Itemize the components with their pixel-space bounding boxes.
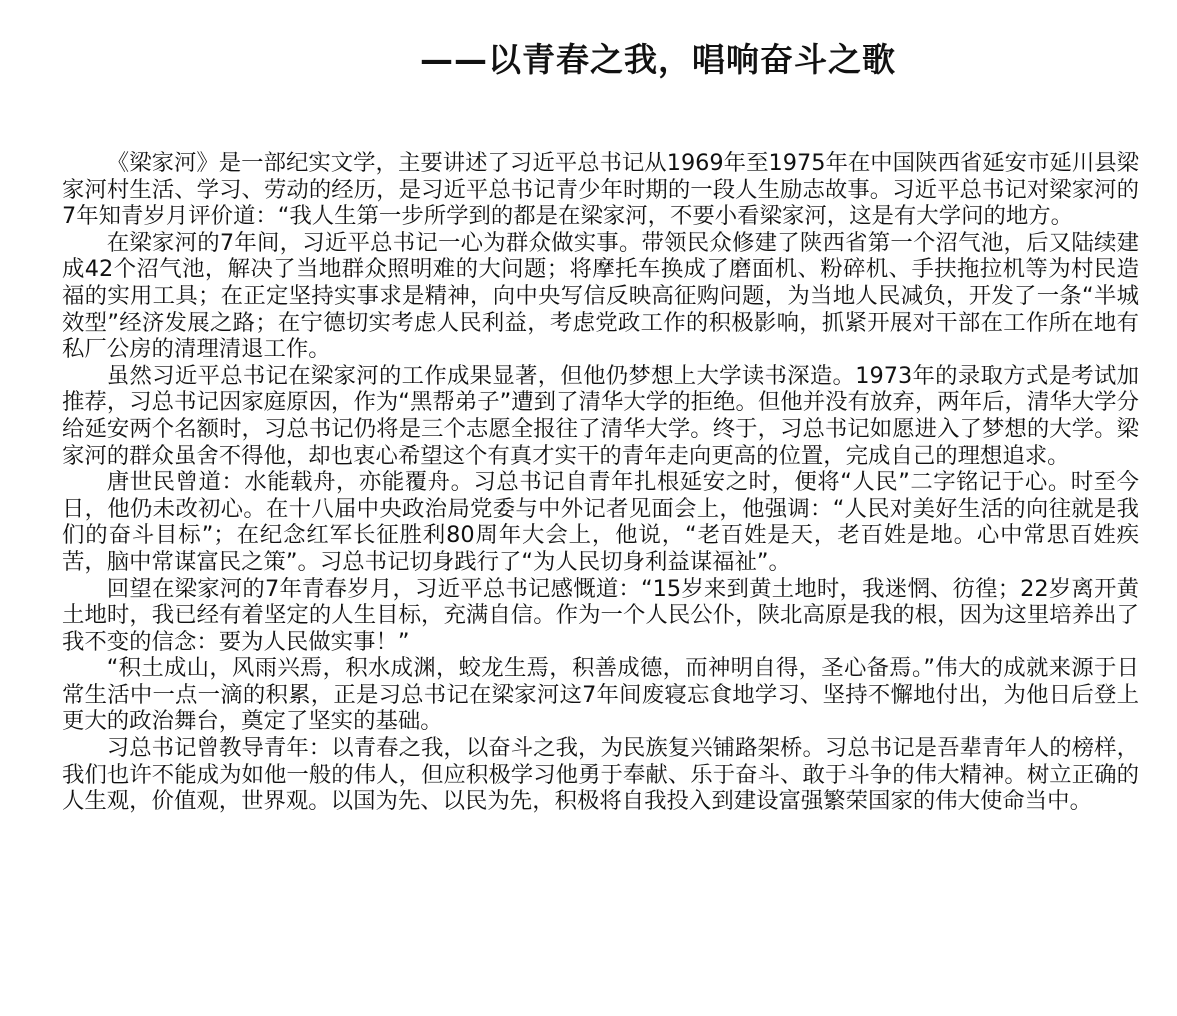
paragraph-5: 回望在梁家河的7年青春岁月，习近平总书记感慨道：“15岁来到黄土地时，我迷惘、彷徨；22岁离开黄土地时，我已经有着坚定的人生目标，充满自信。作为一个人民公仆，陕北高原是我的根，因为这里培养出了我不变的信念：要为人民做实事！” (62, 575, 1139, 655)
paragraph-1: 《梁家河》是一部纪实文学，主要讲述了习近平总书记从1969年至1975年在中国陕西省延安市延川县梁家河村生活、学习、劳动的经历，是习近平总书记青少年时期的一段人生励志故事。习近平总书记对梁家河的7年知青岁月评价道：“我人生第一步所学到的都是在梁家河，不要小看梁家河，这是有大学问的地方。 (62, 150, 1139, 230)
essay-subtitle: ——以青春之我，唱响奋斗之歌 (420, 40, 896, 79)
paragraph-6: “积土成山，风雨兴焉，积水成渊，蛟龙生焉，积善成德，而神明自得，圣心备焉。”伟大的成就来源于日常生活中一点一滴的积累，正是习总书记在梁家河这7年间废寝忘食地学习、坚持不懈地付出，为他日后登上更大的政治舞台，奠定了坚实的基础。 (62, 655, 1139, 735)
paragraph-7: 习总书记曾教导青年：以青春之我，以奋斗之我，为民族复兴铺路架桥。习总书记是吾辈青年人的榜样，我们也许不能成为如他一般的伟人，但应积极学习他勇于奉献、乐于奋斗、敢于斗争的伟大精神。树立正确的人生观，价值观，世界观。以国为先、以民为先，积极将自我投入到建设富强繁荣国家的伟大使命当中。 (62, 735, 1139, 815)
paragraph-3: 虽然习近平总书记在梁家河的工作成果显著，但他仍梦想上大学读书深造。1973年的录取方式是考试加推荐，习总书记因家庭原因，作为“黑帮弟子”遭到了清华大学的拒绝。但他并没有放弃，两年后，清华大学分给延安两个名额时，习总书记仍将是三个志愿全报往了清华大学。终于，习总书记如愿进入了梦想的大学。梁家河的群众虽舍不得他，却也衷心希望这个有真才实干的青年走向更高的位置，完成自己的理想追求。 (62, 362, 1139, 469)
essay-body (62, 150, 1139, 815)
paragraph-4: 唐世民曾道：水能载舟，亦能覆舟。习总书记自青年扎根延安之时，便将“人民”二字铭记于心。时至今日，他仍未改初心。在十八届中央政治局党委与中外记者见面会上，他强调：“人民对美好生活的向往就是我们的奋斗目标”；在纪念红军长征胜利80周年大会上，他说，“老百姓是天，老百姓是地。心中常思百姓疾苦，脑中常谋富民之策”。习总书记切身践行了“为人民切身利益谋福祉”。 (62, 469, 1139, 575)
paragraph-2: 在梁家河的7年间，习近平总书记一心为群众做实事。带领民众修建了陕西省第一个沼气池，后又陆续建成42个沼气池，解决了当地群众照明难的大问题；将摩托车换成了磨面机、粉碎机、手扶拖拉机等为村民造福的实用工具；在正定坚持实事求是精神，向中央写信反映高征购问题，为当地人民减负，开发了一条“半城效型”经济发展之路；在宁德切实考虑人民利益，考虑党政工作的积极影响，抓紧开展对干部在工作所在地有私厂公房的清理清退工作。 (62, 229, 1139, 363)
